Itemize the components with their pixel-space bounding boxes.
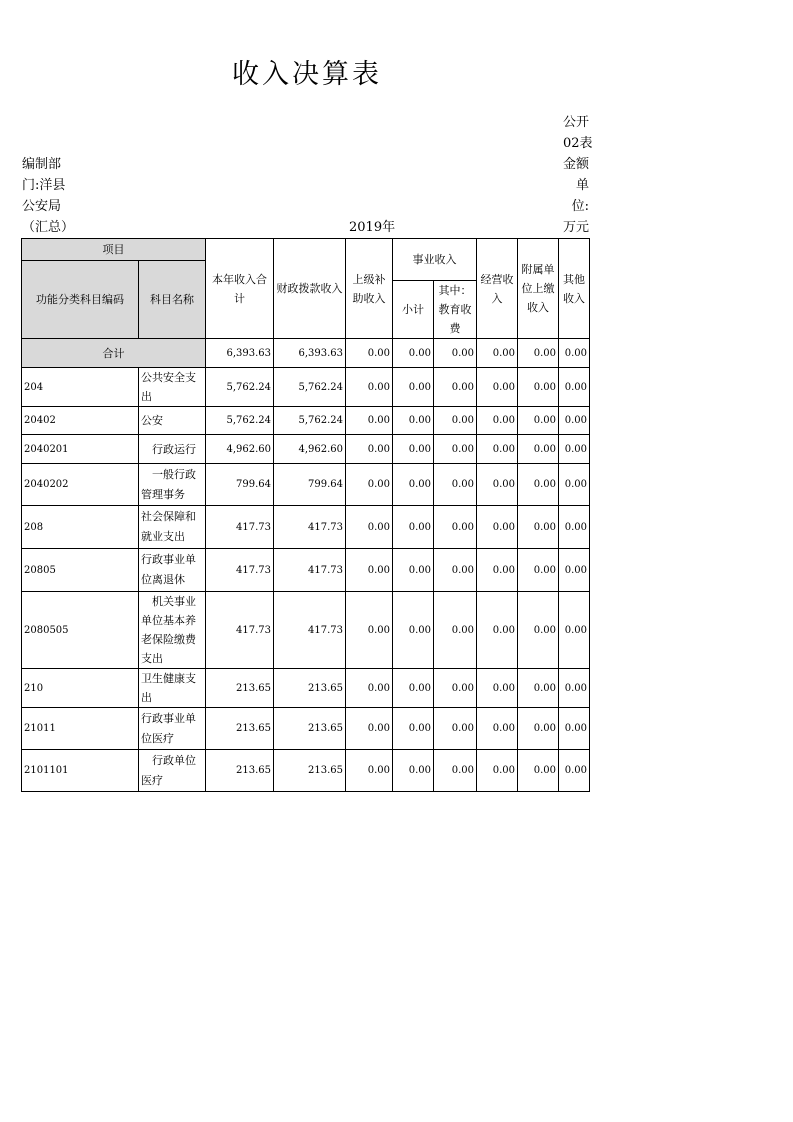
cell-value: 5,762.24 (274, 407, 346, 435)
cell-value: 0.00 (559, 506, 590, 549)
cell-value: 0.00 (518, 549, 559, 592)
cell-value: 0.00 (393, 592, 434, 669)
cell-value: 213.65 (274, 669, 346, 708)
col-total: 本年收入合计 (206, 239, 274, 339)
cell-value: 0.00 (393, 506, 434, 549)
form-info-line: 公开 (563, 115, 590, 130)
cell-value: 417.73 (274, 592, 346, 669)
form-info-line: 位: (571, 199, 589, 214)
total-row (22, 339, 590, 368)
cell-value: 0.00 (434, 407, 477, 435)
col-superior: 上级补助收入 (346, 239, 393, 339)
cell-value: 0.00 (518, 750, 559, 792)
cell-value: 0.00 (393, 549, 434, 592)
cell-value: 0.00 (559, 368, 590, 407)
cell-value: 5,762.24 (206, 407, 274, 435)
table-row (22, 750, 590, 792)
form-info (563, 112, 593, 238)
cell-value: 0.00 (393, 407, 434, 435)
cell-value: 0.00 (559, 549, 590, 592)
cell-value: 0.00 (559, 407, 590, 435)
cell-value: 0.00 (393, 368, 434, 407)
header-row (22, 239, 590, 261)
row-code: 2040201 (22, 435, 139, 464)
cell-value: 213.65 (206, 708, 274, 750)
cell-value: 0.00 (346, 464, 393, 506)
col-other: 其他收入 (559, 239, 590, 339)
row-code: 2101101 (22, 750, 139, 792)
cell-value: 0.00 (346, 750, 393, 792)
cell-value: 0.00 (518, 339, 559, 368)
col-func-code: 功能分类科目编码 (22, 261, 139, 339)
col-edu: 其中：教育收费 (434, 281, 477, 339)
row-code: 204 (22, 368, 139, 407)
row-code: 20805 (22, 549, 139, 592)
cell-value: 0.00 (559, 464, 590, 506)
table-row (22, 464, 590, 506)
cell-value: 0.00 (346, 592, 393, 669)
row-name: 行政运行 (139, 435, 206, 464)
col-operating: 经营收入 (477, 239, 518, 339)
cell-value: 0.00 (434, 708, 477, 750)
cell-value: 0.00 (346, 339, 393, 368)
cell-value: 417.73 (274, 506, 346, 549)
cell-value: 0.00 (559, 708, 590, 750)
cell-value: 0.00 (434, 592, 477, 669)
cell-value: 0.00 (477, 592, 518, 669)
col-business: 事业收入 (393, 239, 477, 281)
cell-value: 0.00 (477, 506, 518, 549)
cell-value: 0.00 (477, 750, 518, 792)
row-code: 20402 (22, 407, 139, 435)
cell-value: 0.00 (434, 750, 477, 792)
cell-value: 0.00 (518, 407, 559, 435)
cell-value: 0.00 (559, 750, 590, 792)
cell-value: 0.00 (518, 368, 559, 407)
cell-value: 0.00 (518, 592, 559, 669)
cell-value: 0.00 (559, 339, 590, 368)
row-name: 公安 (139, 407, 206, 435)
table-row (22, 592, 590, 669)
col-affiliated: 附属单位上缴收入 (518, 239, 559, 339)
cell-value: 0.00 (559, 669, 590, 708)
cell-value: 0.00 (393, 435, 434, 464)
col-subtotal: 小计 (393, 281, 434, 339)
table-row (22, 708, 590, 750)
cell-value: 0.00 (346, 669, 393, 708)
form-info-line: 金额 (563, 157, 590, 172)
total-label: 合计 (22, 339, 206, 368)
row-name: 社会保障和就业支出 (139, 506, 206, 549)
cell-value: 0.00 (346, 435, 393, 464)
cell-value: 0.00 (434, 506, 477, 549)
cell-value: 417.73 (206, 549, 274, 592)
row-name: 公共安全支出 (139, 368, 206, 407)
cell-value: 0.00 (346, 407, 393, 435)
cell-value: 0.00 (518, 669, 559, 708)
col-project: 项目 (22, 239, 206, 261)
table-row (22, 669, 590, 708)
page-title: 收入决算表 (232, 59, 382, 90)
table-row (22, 368, 590, 407)
table-row (22, 549, 590, 592)
row-name: 行政事业单位离退休 (139, 549, 206, 592)
cell-value: 213.65 (274, 750, 346, 792)
row-code: 21011 (22, 708, 139, 750)
compiler-line: （汇总） (22, 220, 75, 235)
cell-value: 0.00 (393, 708, 434, 750)
form-info-line: 单 (575, 178, 589, 193)
row-name: 一般行政管理事务 (139, 464, 206, 506)
cell-value: 799.64 (274, 464, 346, 506)
row-code: 210 (22, 669, 139, 708)
compiler-unit (22, 154, 74, 238)
cell-value: 0.00 (434, 435, 477, 464)
table-row (22, 407, 590, 435)
col-subject-name: 科目名称 (139, 261, 206, 339)
row-name: 行政事业单位医疗 (139, 708, 206, 750)
cell-value: 0.00 (477, 669, 518, 708)
cell-value: 0.00 (518, 708, 559, 750)
cell-value: 5,762.24 (206, 368, 274, 407)
compiler-line: 门:洋县 (22, 178, 66, 193)
cell-value: 799.64 (206, 464, 274, 506)
compiler-line: 编制部 (22, 157, 62, 172)
row-name: 行政单位医疗 (139, 750, 206, 792)
row-name: 卫生健康支出 (139, 669, 206, 708)
row-code: 2040202 (22, 464, 139, 506)
cell-value: 0.00 (518, 464, 559, 506)
cell-value: 0.00 (477, 435, 518, 464)
cell-value: 0.00 (518, 435, 559, 464)
cell-value: 0.00 (346, 506, 393, 549)
cell-value: 213.65 (274, 708, 346, 750)
income-table (21, 238, 590, 792)
cell-value: 4,962.60 (206, 435, 274, 464)
cell-value: 213.65 (206, 750, 274, 792)
cell-value: 0.00 (434, 339, 477, 368)
cell-value: 0.00 (346, 549, 393, 592)
col-fiscal: 财政拨款收入 (274, 239, 346, 339)
cell-value: 0.00 (559, 435, 590, 464)
cell-value: 0.00 (477, 464, 518, 506)
cell-value: 0.00 (346, 368, 393, 407)
cell-value: 0.00 (477, 549, 518, 592)
cell-value: 0.00 (477, 339, 518, 368)
cell-value: 5,762.24 (274, 368, 346, 407)
cell-value: 0.00 (346, 708, 393, 750)
cell-value: 417.73 (206, 506, 274, 549)
compiler-line: 公安局 (22, 199, 62, 214)
cell-value: 0.00 (477, 708, 518, 750)
cell-value: 417.73 (206, 592, 274, 669)
cell-value: 0.00 (477, 407, 518, 435)
cell-value: 0.00 (518, 506, 559, 549)
form-info-line: 02表 (563, 136, 593, 151)
report-year: 2019年 (349, 220, 396, 235)
table-row (22, 435, 590, 464)
cell-value: 0.00 (477, 368, 518, 407)
cell-value: 0.00 (434, 464, 477, 506)
form-info-line: 万元 (563, 220, 590, 235)
cell-value: 0.00 (434, 549, 477, 592)
cell-value: 0.00 (393, 464, 434, 506)
cell-value: 4,962.60 (274, 435, 346, 464)
cell-value: 213.65 (206, 669, 274, 708)
cell-value: 0.00 (434, 669, 477, 708)
cell-value: 0.00 (559, 592, 590, 669)
row-code: 208 (22, 506, 139, 549)
cell-value: 6,393.63 (206, 339, 274, 368)
cell-value: 0.00 (393, 669, 434, 708)
row-code: 2080505 (22, 592, 139, 669)
cell-value: 0.00 (393, 339, 434, 368)
table-row (22, 506, 590, 549)
cell-value: 6,393.63 (274, 339, 346, 368)
cell-value: 0.00 (434, 368, 477, 407)
row-name: 机关事业单位基本养老保险缴费支出 (139, 592, 206, 669)
cell-value: 417.73 (274, 549, 346, 592)
cell-value: 0.00 (393, 750, 434, 792)
